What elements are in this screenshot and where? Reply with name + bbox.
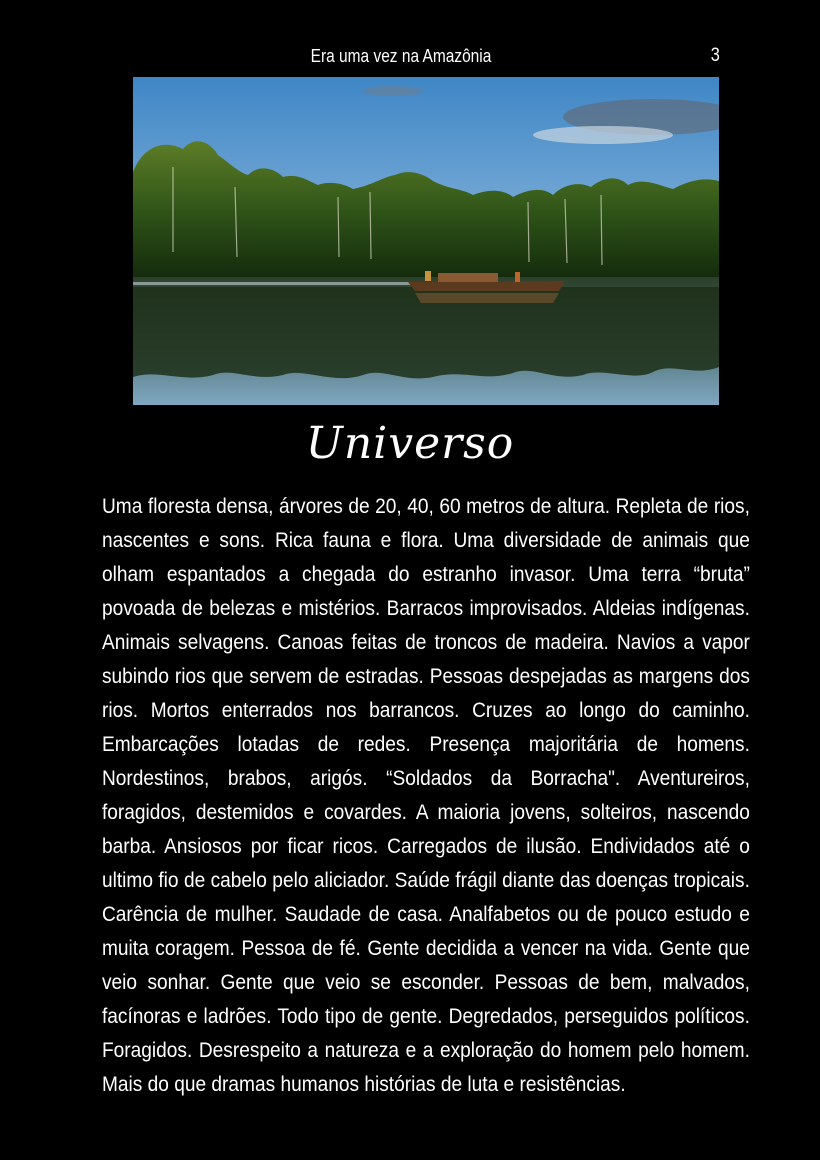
section-heading: Universo (305, 418, 515, 469)
body-paragraph-text: Uma floresta densa, árvores de 20, 40, 60 metros de altura. Repleta de rios, nascentes e sons. Rica fauna e flora. Uma diversidade de animais que olham espantados a chegada do estranho invasor. Uma terra “bruta” povoada de belezas e mistérios. Barracos improvisados. Aldeias indígenas. Animais selvagens. Canoas feitas de troncos de madeira. Navios a vapor subindo rios que servem de estradas. Pessoas despejadas as margens dos rios. Mortos enterrados nos barrancos. Cruzes ao longo do caminho. Embarcações lotadas de redes. Presença majoritária de homens. Nordestinos, brabos, arigós. “Soldados da Borracha". Aventureiros, foragidos, destemidos e covardes. A maioria jovens, solteiros, nascendo barba. Ansiosos por ficar ricos. Carregados de ilusão. Endividados até o ultimo fio de cabelo pelo aliciador. Saúde frágil diante das doenças tropicais. Carência de mulher. Saudade de casa. Analfabetos ou de pouco estudo e muita coragem. Pessoa de fé. Gente decidida a vencer na vida. Gente que veio sonhar. Gente que veio se esconder. Pessoas de bem, malvados, facínoras e ladrões. Todo tipo de gente. Degredados, perseguidos políticos. Foragidos. Desrespeito a natureza e a exploração do homem pelo homem. Mais do que dramas humanos histórias de luta e resistências. (102, 495, 750, 1096)
amazon-river-canoe-photo (133, 77, 719, 405)
running-header-title: Era uma vez na Amazônia (310, 46, 492, 66)
body-paragraph (102, 490, 750, 1102)
page-number: 3 (710, 45, 720, 66)
